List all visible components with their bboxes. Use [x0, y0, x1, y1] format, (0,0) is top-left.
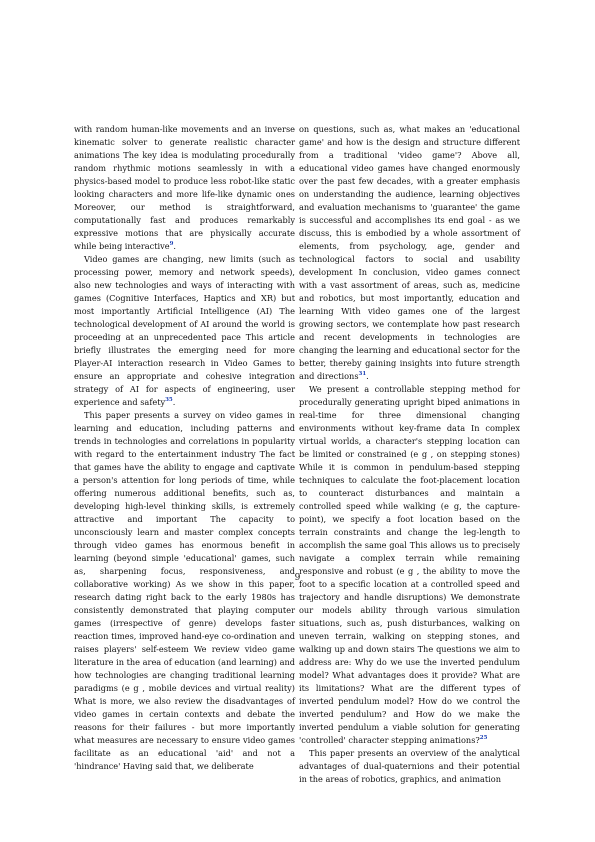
right-column — [299, 123, 520, 786]
paragraph: We present a controllable stepping method for procedurally generating upright biped animations in real-time for three dimensional changing environments without key-frame data In complex virtual worlds, a character's stepping location can be limited or constrained (e g , on stepping stones) While it is common in pendulum-based stepping techniques to calculate the foot-placement location to counteract disturbances and maintain a controlled speed while walking (e g, the capture-point), we specify a foot location based on the terrain constraints and change the leg-length to accomplish the same goal This allows us to precisely navigate a complex terrain while remaining responsive and robust (e g , the ability to move the foot to a specific location at a controlled speed and trajectory and handle disruptions) We demonstrate our models ability through various simulation situations, such as, push disturbances, walking on uneven terrain, walking on stepping stones, and walking up and down stairs The questions we aim to address are: Why do we use the inverted pendulum model? What advantages does it provide? What are its limitations? What are the different types of inverted pendulum model? How do we control the inverted pendulum? and How do we make the inverted pendulum a viable solution for generating 'controlled' character stepping animations?$^{25}$ — [299, 384, 520, 745]
paragraph: with random human-like movements and an inverse kinematic solver to generate realistic character animations The key idea is modulating procedurally random rhythmic motions seamlessly in with a physics-based model to produce less robot-like static looking characters and more life-like dynamic ones Moreover, our method is straightforward, computationally fast and produces remarkably expressive motions that are physically accurate while being interactive$^9$. — [74, 124, 295, 251]
paragraph: Video games are changing, new limits (such as processing power, memory and network speeds), also new technologies and ways of interacting with games (Cognitive Interfaces, Haptics and XR) but most importantly Artificial Intelligence (AI) The technological development of AI around the world is proceeding at an unprecedented pace This article briefly illustrates the emerging need for more Player-AI interaction research in Video Games to ensure an appropriate and cohesive integration strategy of AI for aspects of engineering, user experience and safety$^{35}$. — [74, 254, 295, 407]
page-number: 9 — [294, 573, 301, 583]
left-column — [74, 123, 295, 773]
citation-ref[interactable]: 25 — [479, 735, 488, 741]
paragraph: This paper presents a survey on video games in learning and education, including patterns and trends in technologies and correlations in popularity with regard to the entertainment industry The fact that games have the ability to engage and captivate a person's attention for long periods of time, while offering numerous additional benefits, such as, developing high-level thinking skills, is extremely attractive and important The capacity to unconsciously learn and master complex concepts through video games has enormous benefit in learning (beyond simple 'educational' games, such as, sharpening focus, responsiveness, and collaborative working) As we show in this paper, research dating right back to the early 1980s has consistently demonstrated that playing computer games (irrespective of genre) develops faster reaction times, improved hand-eye co-ordination and raises players' self-esteem We review video game literature in the area of education (and learning) and how technologies are changing traditional learning paradigms (e g , mobile devices and virtual reality) What is more, we also review the disadvantages of video games in certain contexts and debate the reasons for their failures - but more importantly what measures are necessary to ensure video games facilitate as an educational 'aid' and not a 'hindrance' Having said that, we deliberate — [74, 410, 295, 771]
paragraph: on questions, such as, what makes an 'educational game' and how is the design and structure different from a traditional 'video game'? Above all, educational video games have changed enormously over the past few decades, with a greater emphasis on understanding the audience, learning objectives and evaluation mechanisms to 'guarantee' the game is successful and accomplishes its end goal - as we discuss, this is embodied by a whole assortment of elements, from psychology, age, gender and technological factors to social and usability development In conclusion, video games connect with a vast assortment of areas, such as, medicine and robotics, but most importantly, education and learning With video games one of the largest growing sectors, we contemplate how past research and recent developments in technologies are changing the learning and educational sector for the better, thereby gaining insights into future strength and directions$^{31}$. — [299, 124, 520, 381]
citation-ref[interactable]: 35 — [165, 397, 173, 403]
citation-ref[interactable]: 9 — [169, 241, 174, 247]
paragraph: This paper presents an overview of the analytical advantages of dual-quaternions and their potential in the areas of robotics, graphics, and animation — [299, 748, 520, 784]
citation-ref[interactable]: 31 — [358, 371, 367, 377]
